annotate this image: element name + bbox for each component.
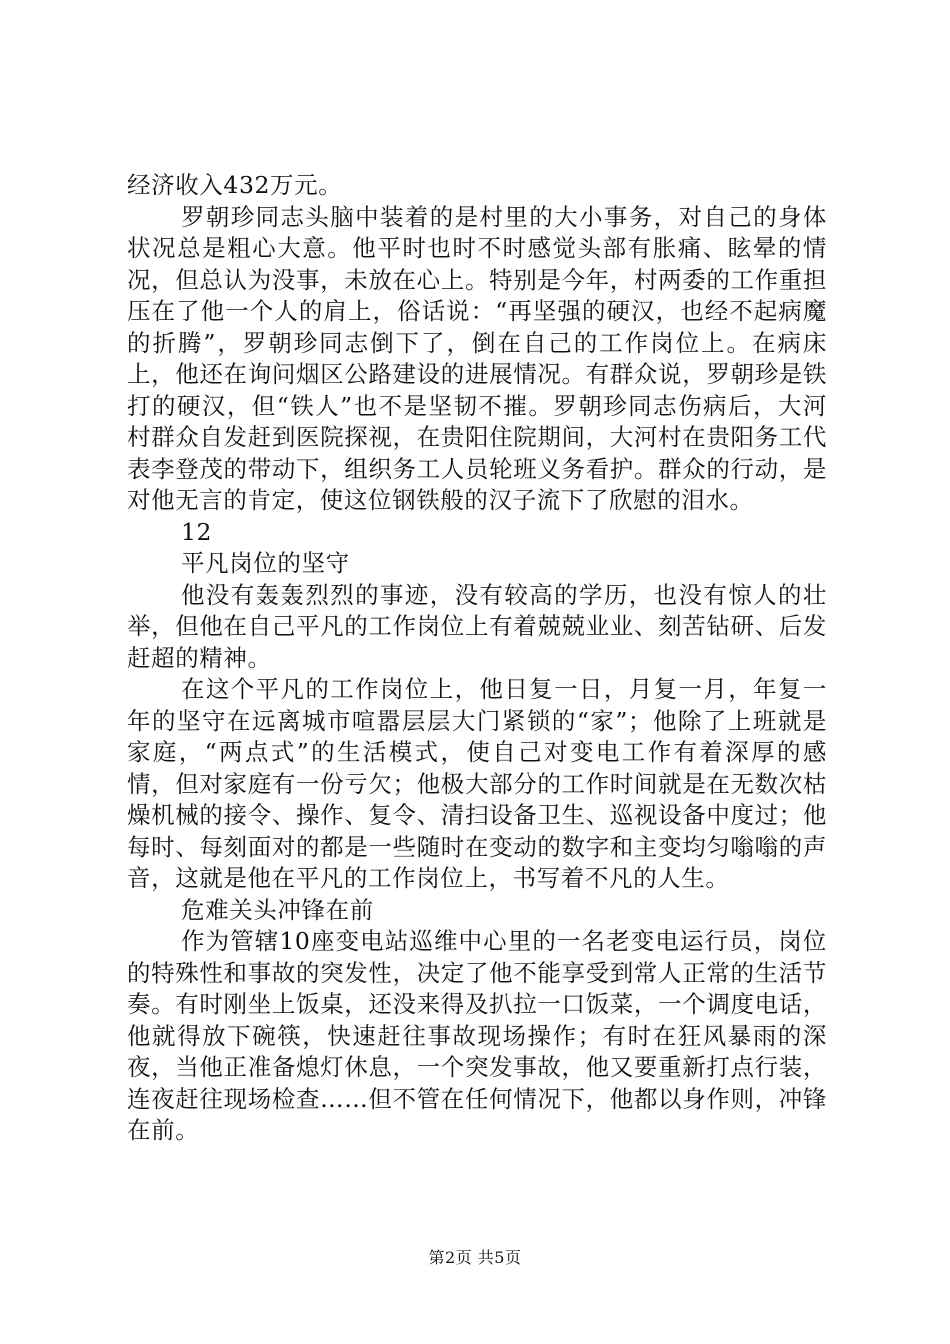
paragraph: 在这个平凡的工作岗位上，他日复一日，月复一月，年复一年的坚守在远离城市喧嚣层层大门紧锁的“家”；他除了上班就是家庭，“两点式”的生活模式，使自己对变电工作有着深厚的感情，但对家庭有一份亏欠；他极大部分的工作时间就是在无数次枯燥机械的接令、操作、复令、清扫设备卫生、巡视设备中度过；他每时、每刻面对的都是一些随时在变动的数字和主变均匀嗡嗡的声音，这就是他在平凡的工作岗位上，书写着不凡的人生。 [127, 675, 827, 892]
section-heading: 危难关头冲锋在前 [181, 895, 374, 924]
paragraph: 他没有轰轰烈烈的事迹，没有较高的学历，也没有惊人的壮举，但他在自己平凡的工作岗位上有着兢兢业业、刻苦钻研、后发赶超的精神。 [127, 580, 827, 672]
paragraph-continuation: 经济收入432万元。 [127, 171, 343, 199]
paragraph: 罗朝珍同志头脑中装着的是村里的大小事务，对自己的身体状况总是粗心大意。他平时也时不时感觉头部有胀痛、眩晕的情况，但总认为没事，未放在心上。特别是今年，村两委的工作重担压在了他一个人的肩上，俗话说：“再坚强的硬汉，也经不起病魔的折腾”，罗朝珍同志倒下了，倒在自己的工作岗位上。在病床上，他还在询问烟区公路建设的进展情况。有群众说，罗朝珍是铁打的硬汉，但“铁人”也不是坚韧不摧。罗朝珍同志伤病后，大河村群众自发赶到医院探视，在贵阳住院期间，大河村在贵阳务工代表李登茂的带动下，组织务工人员轮班义务看护。群众的行动，是对他无言的肯定，使这位钢铁般的汉子流下了欣慰的泪水。 [127, 202, 827, 514]
page-number: 第2页 共5页 [428, 1248, 522, 1267]
section-heading: 平凡岗位的坚守 [181, 549, 350, 577]
section-number: 12 [181, 517, 213, 546]
document-body [127, 170, 827, 1147]
page-footer [0, 1245, 950, 1268]
paragraph: 作为管辖10座变电站巡维中心里的一名老变电运行员，岗位的特殊性和事故的突发性，决定了他不能享受到常人正常的生活节奏。有时刚坐上饭桌，还没来得及扒拉一口饭菜，一个调度电话，他就得放下碗筷，快速赶往事故现场操作；有时在狂风暴雨的深夜，当他正准备熄灯休息，一个突发事故，他又要重新打点行装，连夜赶往现场检查……但不管在任何情况下，他都以身作则，冲锋在前。 [127, 927, 827, 1144]
